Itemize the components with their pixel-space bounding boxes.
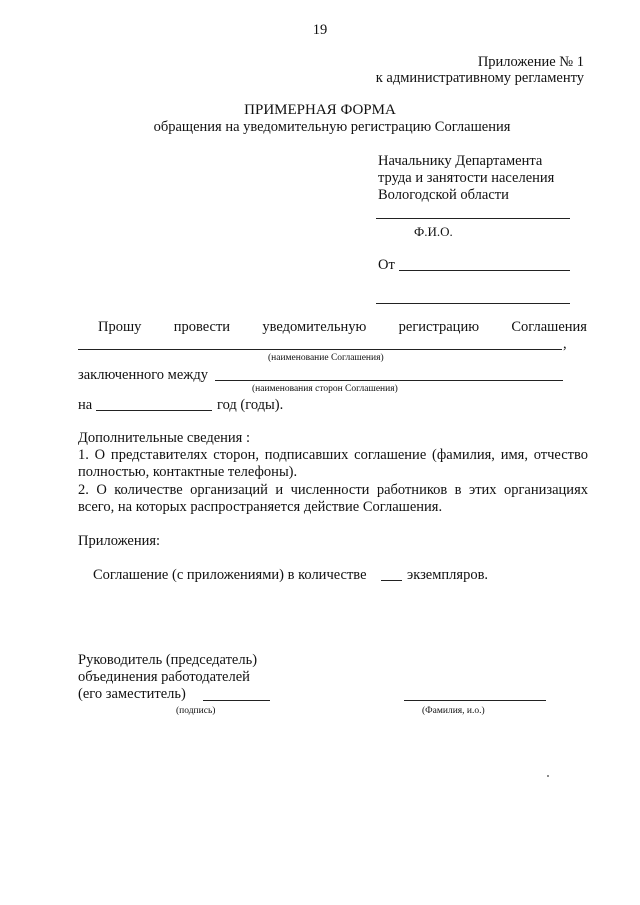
additional-heading: Дополнительные сведения :: [78, 430, 250, 446]
request-word: регистрацию: [398, 319, 480, 335]
from-blank-line-2: [376, 303, 570, 304]
attachments-text-end: экземпляров.: [407, 567, 489, 583]
signature-blank: [203, 700, 270, 701]
agreement-name-hint: (наименование Соглашения): [268, 353, 384, 363]
request-word: Прошу: [98, 319, 142, 335]
copies-blank: [381, 580, 402, 581]
from-blank-line: [399, 270, 570, 271]
request-word: уведомительную: [262, 319, 367, 335]
request-line: [98, 319, 587, 336]
request-word: провести: [173, 319, 231, 335]
additional-item-1-cont: полностью, контактные телефоны).: [78, 464, 298, 480]
addressee-line-1: Начальнику Департамента: [378, 153, 543, 169]
parties-blank: [215, 380, 563, 381]
attachments-text: Соглашение (с приложениями) в количестве: [93, 567, 367, 583]
agreement-name-blank: [78, 349, 562, 350]
signature-hint: (подпись): [176, 706, 216, 716]
signatory-line-3: (его заместитель): [78, 686, 186, 702]
signatory-line-2: объединения работодателей: [78, 669, 250, 685]
on-label: на: [78, 397, 93, 413]
additional-item-2-cont: всего, на которых распространяется действие Соглашения.: [78, 499, 443, 515]
years-label: год (годы).: [217, 397, 284, 413]
appendix-reference: к административному регламенту: [375, 70, 584, 86]
parties-hint: (наименования сторон Соглашения): [252, 384, 398, 394]
page-number: 19: [312, 22, 328, 38]
appendix-number: Приложение № 1: [477, 54, 584, 70]
signatory-line-1: Руководитель (председатель): [78, 652, 258, 668]
name-hint: (Фамилия, и.о.): [422, 706, 485, 716]
name-blank: [404, 700, 546, 701]
form-subtitle: обращения на уведомительную регистрацию Соглашения: [153, 119, 511, 135]
scan-speck: [547, 775, 549, 777]
concluded-between-label: заключенного между: [78, 367, 208, 383]
additional-item-2: 2. О количестве организаций и численности работников в этих организациях: [78, 482, 588, 498]
from-label: От: [378, 257, 395, 273]
attachments-heading: Приложения:: [78, 533, 161, 549]
form-title: ПРИМЕРНАЯ ФОРМА: [244, 102, 396, 118]
comma: ,: [563, 336, 567, 352]
request-word: Соглашения: [511, 319, 587, 335]
addressee-line-3: Вологодской области: [378, 187, 509, 203]
years-blank: [96, 410, 212, 411]
addressee-line-2: труда и занятости населения: [378, 170, 555, 186]
additional-item-1: 1. О представителях сторон, подписавших соглашение (фамилия, имя, отчество: [78, 447, 588, 463]
fio-blank-line: [376, 218, 570, 219]
fio-label: Ф.И.О.: [414, 224, 453, 239]
